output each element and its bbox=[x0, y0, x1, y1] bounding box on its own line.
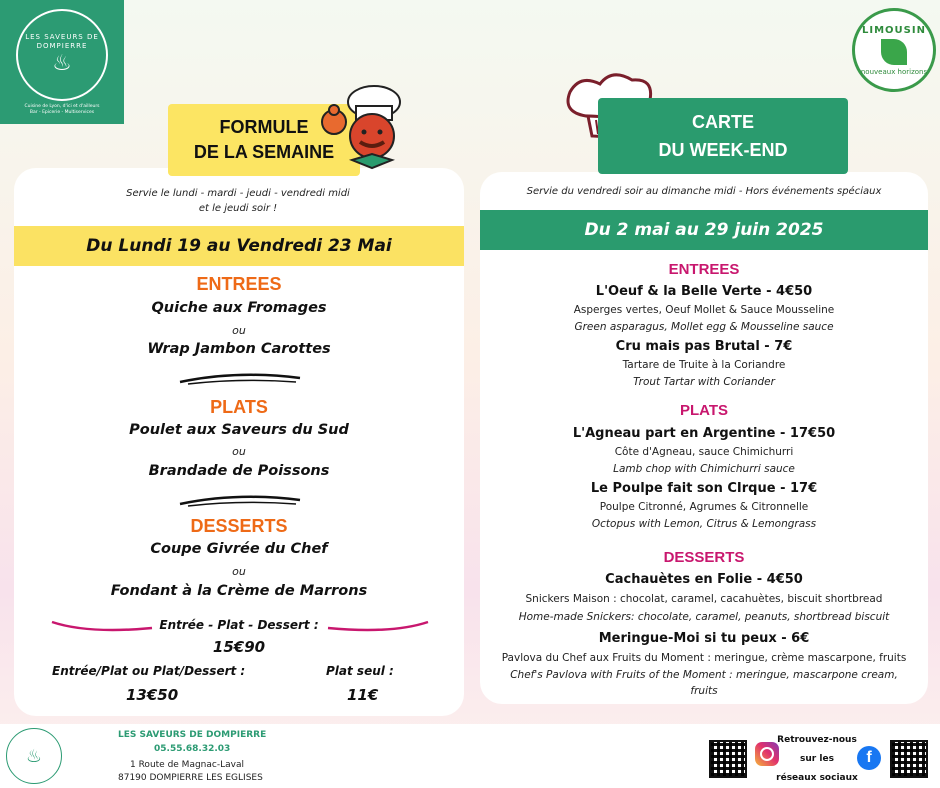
social-line-2: sur les bbox=[800, 754, 834, 764]
weekly-title-line-1: FORMULE bbox=[219, 117, 309, 137]
weekend-date-band bbox=[480, 210, 928, 250]
weekend-dessert-2-en-2: fruits bbox=[690, 685, 718, 697]
weekly-entree-2: Wrap Jambon Carottes bbox=[147, 341, 331, 357]
weekly-dates: Du Lundi 19 au Vendredi 23 Mai bbox=[86, 236, 392, 256]
plat-seul-price: 11€ bbox=[347, 686, 379, 704]
weekend-plat-2-en: Octopus with Lemon, Citrus & Lemongrass bbox=[591, 518, 817, 530]
footer-address-1: 1 Route de Magnac-Laval bbox=[130, 760, 244, 770]
weekend-dessert-2-fr: Pavlova du Chef aux Fruits du Moment : meringue, crème mascarpone, fruits bbox=[501, 652, 907, 664]
restaurant-logo bbox=[0, 0, 124, 124]
weekly-title-line-2: DE LA SEMAINE bbox=[193, 142, 335, 162]
weekly-plats-title: PLATS bbox=[210, 397, 268, 417]
weekend-entree-1-name: L'Oeuf & la Belle Verte - 4€50 bbox=[595, 284, 813, 299]
weekly-served-note bbox=[60, 186, 416, 216]
weekly-plat-2: Brandade de Poissons bbox=[148, 463, 330, 479]
or-separator: ou bbox=[232, 324, 246, 337]
instagram-qr-code[interactable] bbox=[709, 740, 747, 778]
weekend-dessert-2-name: Meringue-Moi si tu peux - 6€ bbox=[598, 631, 810, 646]
logo-ring bbox=[16, 9, 108, 101]
weekend-title-line-2: DU WEEK-END bbox=[658, 140, 788, 160]
weekend-entree-1-en: Green asparagus, Mollet egg & Mousseline sauce bbox=[574, 321, 834, 333]
weekend-entrees-title: ENTREES bbox=[668, 261, 740, 278]
footer-restaurant-name: LES SAVEURS DE DOMPIERRE bbox=[118, 730, 267, 740]
formule-full-label: Entrée - Plat - Dessert : bbox=[159, 618, 319, 632]
weekend-title-line-1: CARTE bbox=[692, 112, 754, 132]
or-separator: ou bbox=[232, 565, 246, 578]
weekend-plat-1-fr: Côte d'Agneau, sauce Chimichurri bbox=[614, 446, 794, 458]
social-line-3: réseaux sociaux bbox=[776, 773, 858, 783]
weekly-date-band bbox=[14, 226, 464, 266]
footer-logo: ♨ bbox=[6, 728, 62, 784]
divider-swash bbox=[178, 494, 302, 508]
weekend-entree-2-fr: Tartare de Truite à la Coriandre bbox=[622, 359, 786, 371]
weekly-entrees-title: ENTREES bbox=[196, 274, 282, 294]
facebook-qr-code[interactable] bbox=[890, 740, 928, 778]
badge-top-text: LIMOUSIN bbox=[862, 24, 926, 36]
weekend-entree-2-en: Trout Tartar with Coriander bbox=[633, 376, 775, 388]
weekend-desserts-title: DESSERTS bbox=[663, 549, 745, 566]
formule-two-label: Entrée/Plat ou Plat/Dessert : bbox=[52, 664, 246, 678]
weekly-entree-1: Quiche aux Fromages bbox=[151, 300, 327, 316]
weekly-desserts-title: DESSERTS bbox=[190, 516, 288, 536]
weekly-dessert-1: Coupe Givrée du Chef bbox=[150, 541, 328, 557]
weekend-plats-title: PLATS bbox=[679, 402, 729, 419]
weekly-served-line-2: et le jeudi soir ! bbox=[198, 203, 278, 214]
weekend-dessert-1-fr: Snickers Maison : chocolat, caramel, cacahuètes, biscuit shortbread bbox=[525, 593, 883, 605]
chef-illustration bbox=[312, 80, 408, 172]
social-line-1: Retrouvez-nous bbox=[777, 735, 857, 745]
divider-swash bbox=[178, 372, 302, 386]
facebook-icon[interactable]: f bbox=[857, 746, 881, 770]
limousin-leaf-icon bbox=[881, 39, 907, 65]
weekend-dates: Du 2 mai au 29 juin 2025 bbox=[584, 220, 824, 240]
weekend-plat-1-en: Lamb chop with Chimichurri sauce bbox=[613, 463, 795, 475]
weekend-plat-2-name: Le Poulpe fait son CIrque - 17€ bbox=[590, 481, 818, 496]
formule-full-price: 15€90 bbox=[212, 638, 266, 656]
plat-seul-label: Plat seul : bbox=[326, 664, 394, 678]
cooking-pot-icon: ♨ bbox=[52, 50, 72, 76]
badge-bottom-text: nouveaux horizons bbox=[860, 67, 928, 76]
logo-tagline-1: Cuisine de Lyon, d'ici et d'ailleurs bbox=[24, 103, 100, 109]
footer-address-2: 87190 DOMPIERRE LES EGLISES bbox=[118, 773, 263, 783]
logo-tagline-2: Bar - Epicerie - Multiservices bbox=[29, 109, 95, 115]
weekend-entree-1-fr: Asperges vertes, Oeuf Mollet & Sauce Mousseline bbox=[573, 304, 835, 316]
logo-name: LES SAVEURS DE DOMPIERRE bbox=[25, 32, 99, 50]
limousin-badge bbox=[852, 8, 936, 92]
weekly-dessert-2: Fondant à la Crème de Marrons bbox=[110, 583, 368, 599]
weekend-menu-title-tag bbox=[598, 98, 848, 174]
formule-two-price: 13€50 bbox=[126, 686, 179, 704]
weekly-served-line-1: Servie le lundi - mardi - jeudi - vendredi midi bbox=[126, 188, 350, 199]
weekend-dessert-1-name: Cachauètes en Folie - 4€50 bbox=[605, 572, 803, 587]
weekend-dessert-2-en-1: Chef's Pavlova with Fruits of the Moment : meringue, mascarpone cream, bbox=[510, 669, 898, 681]
footer-phone[interactable]: 05.55.68.32.03 bbox=[154, 744, 231, 754]
weekend-served-note: Servie du vendredi soir au dimanche midi - Hors événements spéciaux bbox=[526, 186, 882, 197]
weekly-plat-1: Poulet aux Saveurs du Sud bbox=[129, 422, 349, 438]
weekend-dessert-1-en: Home-made Snickers: chocolate, caramel, peanuts, shortbread biscuit bbox=[518, 611, 890, 623]
or-separator: ou bbox=[232, 445, 246, 458]
weekend-plat-2-fr: Poulpe Citronné, Agrumes & Citronnelle bbox=[599, 501, 809, 513]
weekend-plat-1-name: L'Agneau part en Argentine - 17€50 bbox=[572, 426, 836, 441]
social-callout bbox=[775, 731, 859, 788]
weekend-entree-2-name: Cru mais pas Brutal - 7€ bbox=[615, 339, 793, 354]
